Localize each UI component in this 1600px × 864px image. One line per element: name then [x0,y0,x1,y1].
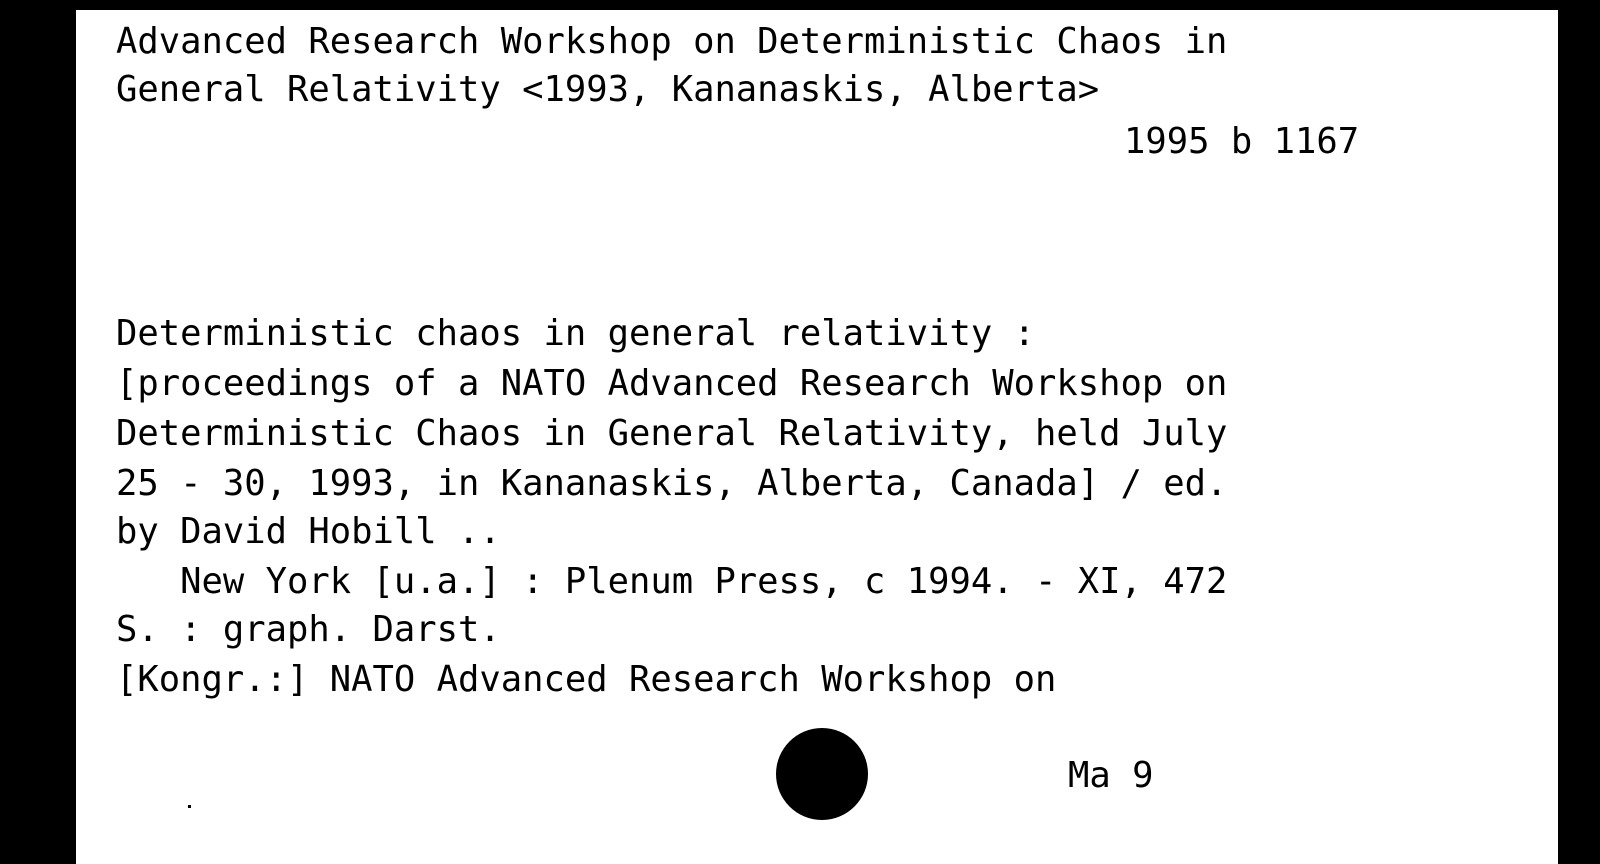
congress-line: [Kongr.:] NATO Advanced Research Workshop on [116,659,1057,700]
title-line-1: Deterministic chaos in general relativity : [116,313,1036,354]
heading-line-2: General Relativity <1993, Kananaskis, Alberta> [116,69,1100,110]
catalog-card [76,10,1558,864]
heading-line-1: Advanced Research Workshop on Deterministic Chaos in [116,21,1228,62]
title-line-4: 25 - 30, 1993, in Kananaskis, Alberta, Canada] / ed. [116,463,1228,504]
punch-hole [776,728,868,820]
title-line-3: Deterministic Chaos in General Relativity, held July [116,413,1228,454]
title-line-5: by David Hobill .. [116,511,501,552]
location-code: Ma 9 [1068,755,1154,796]
ink-speck [188,805,191,808]
collation-line: S. : graph. Darst. [116,609,501,650]
shelfmark: 1995 b 1167 [1124,121,1360,162]
title-line-2: [proceedings of a NATO Advanced Research Workshop on [116,363,1228,404]
imprint-line: New York [u.a.] : Plenum Press, c 1994. - XI, 472 [116,561,1228,602]
